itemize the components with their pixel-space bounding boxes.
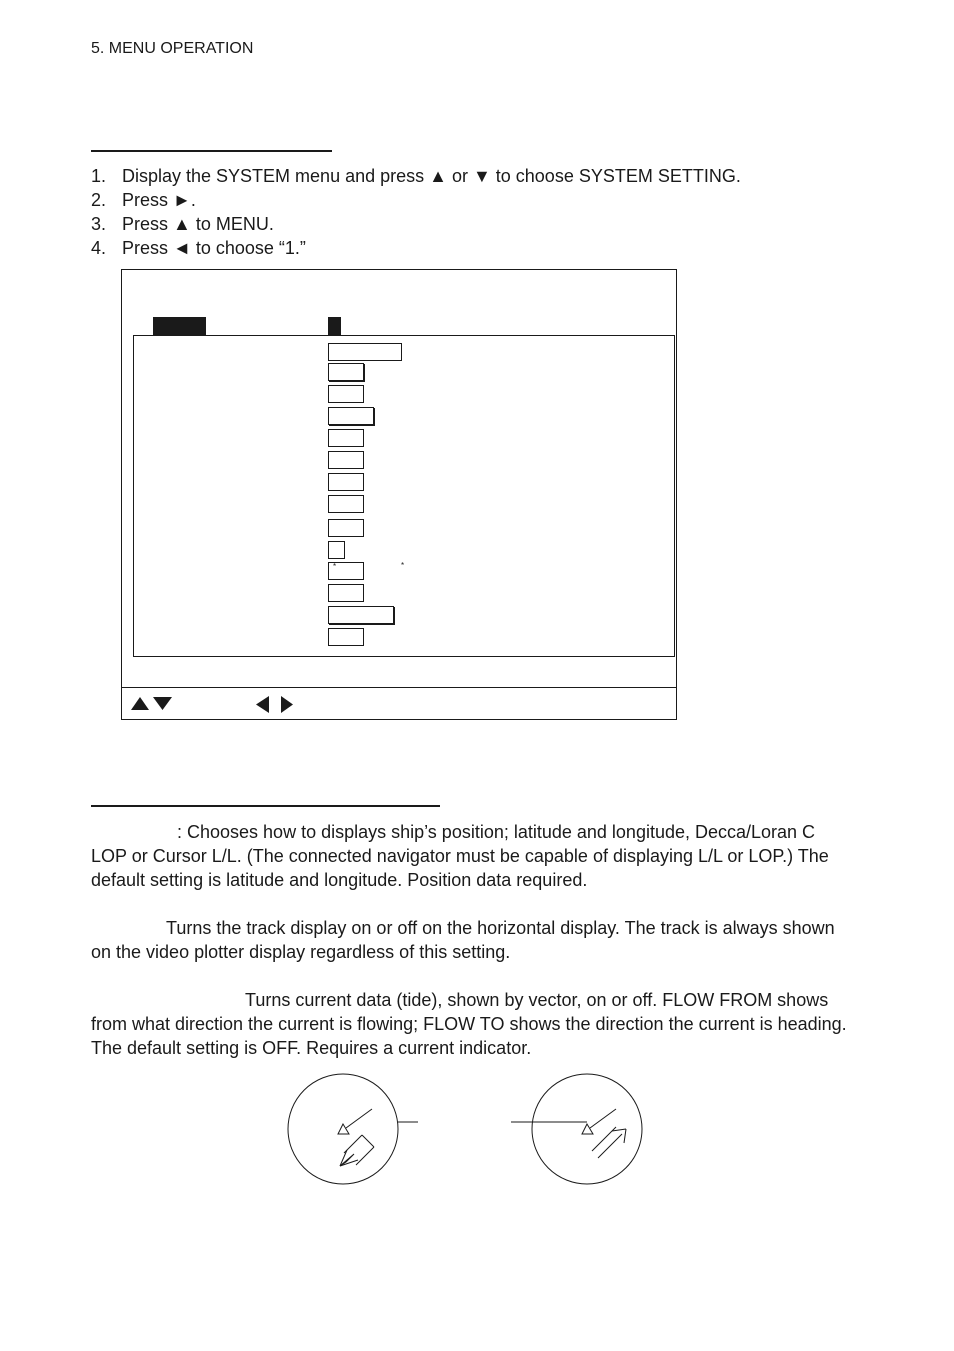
up-down-keys-icon: [131, 695, 175, 713]
menu-field[interactable]: [328, 363, 364, 381]
down-triangle-icon: [153, 697, 172, 710]
description-current-data: Turns current data (tide), shown by vector, on or off. FLOW FROM shows from what direction the current is flowing; FLOW TO shows the direction the current is heading. The default setting is OFF. Requires a current indicator.: [91, 990, 847, 1058]
right-triangle-icon: [281, 696, 293, 713]
menu-field[interactable]: [328, 451, 364, 469]
field-mark: *: [401, 561, 405, 570]
menu-field[interactable]: [328, 385, 364, 403]
heading-rule: [91, 805, 440, 807]
menu-page-indicator: [328, 317, 341, 335]
menu-field[interactable]: [328, 584, 364, 602]
menu-tab-selected[interactable]: [153, 317, 206, 335]
flow-from-diagram: [280, 1068, 420, 1190]
menu-items-box: [133, 335, 675, 657]
menu-field[interactable]: [328, 628, 364, 646]
menu-field[interactable]: [328, 519, 364, 537]
description-track-display: Turns the track display on or off on the horizontal display. The track is always shown on the video plotter display regardless of this setting.: [91, 918, 835, 962]
menu-field[interactable]: [328, 495, 364, 513]
menu-field[interactable]: [328, 429, 364, 447]
step-item: 4. Press ◄ to choose “1.”: [91, 238, 306, 258]
own-ship-icon: [338, 1124, 349, 1134]
procedure-steps: [91, 164, 741, 260]
field-mark: *: [333, 562, 337, 571]
section-header: 5. MENU OPERATION: [91, 40, 254, 57]
menu-field[interactable]: [328, 407, 374, 425]
flow-to-diagram: [509, 1068, 649, 1190]
menu-field[interactable]: [328, 343, 402, 361]
own-ship-icon: [582, 1124, 593, 1134]
step-item: 2. Press ►.: [91, 190, 196, 210]
left-right-keys-icon: [255, 695, 295, 715]
up-triangle-icon: [131, 697, 149, 710]
menu-footer-divider: [121, 687, 676, 688]
description-position-display: : Chooses how to displays ship’s position; latitude and longitude, Decca/Loran C LOP or Cursor L/L. (The connected navigator must be capable of displaying L/L or LOP.) The default setting is latitude and longitude. Position data required.: [91, 822, 829, 890]
menu-field[interactable]: [328, 541, 345, 559]
left-triangle-icon: [256, 696, 269, 713]
heading-rule: [91, 150, 332, 152]
step-item: 1. Display the SYSTEM menu and press ▲ or ▼ to choose SYSTEM SETTING.: [91, 166, 741, 186]
step-item: 3. Press ▲ to MENU.: [91, 214, 274, 234]
menu-field[interactable]: [328, 473, 364, 491]
menu-field[interactable]: [328, 606, 394, 624]
